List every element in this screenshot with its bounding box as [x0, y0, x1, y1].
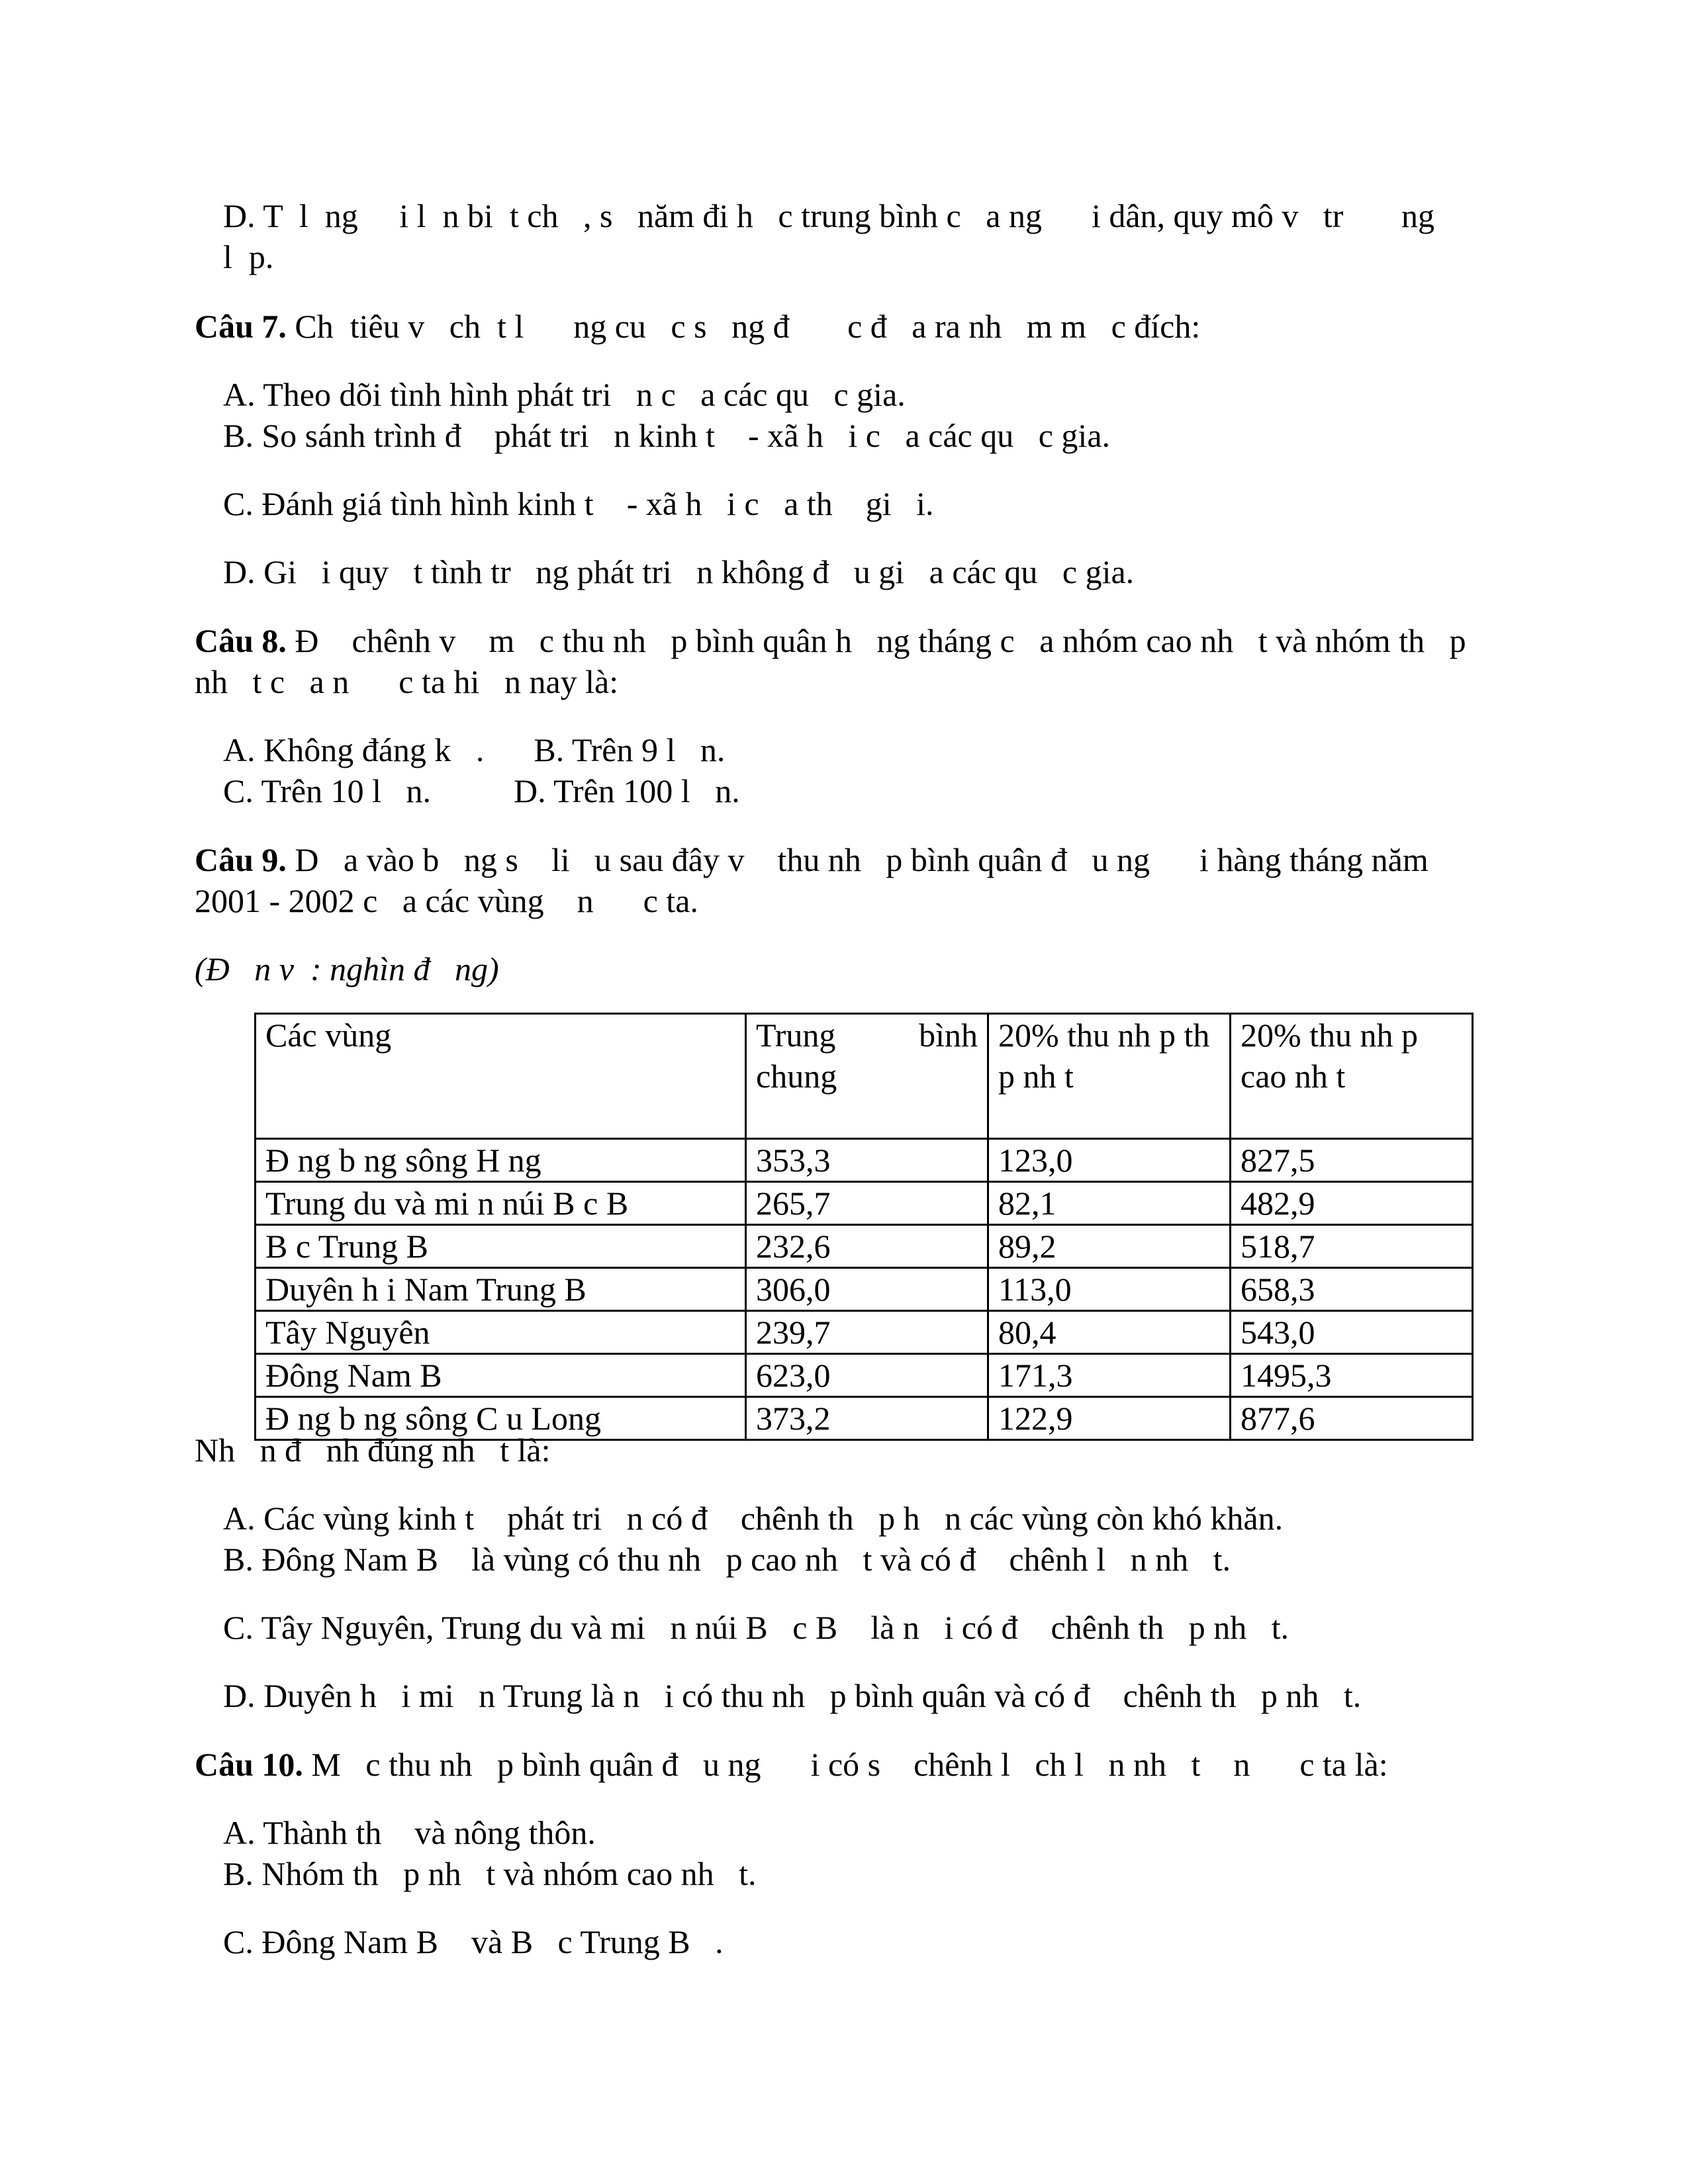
cell-highest: 518,7 — [1231, 1225, 1473, 1268]
cell-region: Tây Nguyên — [256, 1311, 746, 1354]
cell-lowest: 122,9 — [988, 1397, 1231, 1440]
table-row — [256, 1139, 1473, 1182]
q8-options-row2: C. Trên 10 l n. D. Trên 100 l n. — [223, 772, 740, 809]
cell-average: 373,2 — [746, 1397, 988, 1440]
question-8-line1 — [195, 620, 1466, 661]
question-7-text: Ch tiêu v ch t l ng cu c s ng đ c đ a ra nh m m c đích: — [286, 308, 1201, 345]
header-average — [746, 1014, 988, 1139]
q6-option-d-line1: D. T l ng i l n bi t ch , s năm đi h c trung bình c a ng i dân, quy mô v tr ng — [223, 197, 1434, 234]
cell-highest: 658,3 — [1231, 1268, 1473, 1311]
q7-option-b: B. So sánh trình đ phát tri n kinh t - xã h i c a các qu c gia. — [223, 417, 1111, 454]
table-row — [256, 1268, 1473, 1311]
cell-average: 623,0 — [746, 1354, 988, 1397]
cell-average: 239,7 — [746, 1311, 988, 1354]
question-9-text: D a vào b ng s li u sau đây v thu nh p bình quân đ u ng i hàng tháng năm — [286, 841, 1429, 878]
table-row — [256, 1182, 1473, 1225]
q10-option-b: B. Nhóm th p nh t và nhóm cao nh t. — [223, 1855, 757, 1892]
question-8-label: Câu 8. — [195, 622, 287, 659]
q9-conclusion: Nh n đ nh đúng nh t là: — [195, 1432, 551, 1469]
question-9-label: Câu 9. — [195, 841, 287, 878]
q7-option-d: D. Gi i quy t tình tr ng phát tri n không đ u gi a các qu c gia. — [223, 553, 1135, 590]
question-10-label: Câu 10. — [195, 1746, 303, 1783]
income-table — [254, 1013, 1474, 1441]
cell-region: Duyên h i Nam Trung B — [256, 1268, 746, 1311]
cell-lowest: 171,3 — [988, 1354, 1231, 1397]
cell-lowest: 80,4 — [988, 1311, 1231, 1354]
cell-highest: 827,5 — [1231, 1139, 1473, 1182]
cell-region: Trung du và mi n núi B c B — [256, 1182, 746, 1225]
cell-region: B c Trung B — [256, 1225, 746, 1268]
question-8-line2: nh t c a n c ta hi n nay là: — [195, 663, 619, 700]
header-average-text: Trung bình chung — [756, 1017, 978, 1095]
cell-highest: 543,0 — [1231, 1311, 1473, 1354]
cell-region: Đ ng b ng sông C u Long — [256, 1397, 746, 1440]
question-9-line2: 2001 - 2002 c a các vùng n c ta. — [195, 882, 698, 919]
q9-option-a: A. Các vùng kinh t phát tri n có đ chênh th p h n các vùng còn khó khăn. — [223, 1500, 1284, 1537]
q8-options-row1: A. Không đáng k . B. Trên 9 l n. — [223, 731, 726, 768]
cell-region: Đ ng b ng sông H ng — [256, 1139, 746, 1182]
question-7-label: Câu 7. — [195, 308, 287, 345]
question-9-line1 — [195, 839, 1429, 880]
cell-average: 232,6 — [746, 1225, 988, 1268]
table-header-row — [256, 1014, 1473, 1139]
header-region: Các vùng — [256, 1014, 746, 1139]
cell-highest: 1495,3 — [1231, 1354, 1473, 1397]
question-7 — [195, 306, 1200, 347]
cell-lowest: 89,2 — [988, 1225, 1231, 1268]
cell-lowest: 123,0 — [988, 1139, 1231, 1182]
cell-average: 265,7 — [746, 1182, 988, 1225]
q7-option-a: A. Theo dõi tình hình phát tri n c a các qu c gia. — [223, 376, 906, 413]
table-unit-note: (Đ n v : nghìn đ ng) — [195, 950, 499, 987]
cell-highest: 482,9 — [1231, 1182, 1473, 1225]
table-row — [256, 1311, 1473, 1354]
q9-option-b: B. Đông Nam B là vùng có thu nh p cao nh t và có đ chênh l n nh t. — [223, 1541, 1231, 1578]
cell-highest: 877,6 — [1231, 1397, 1473, 1440]
table-row — [256, 1354, 1473, 1397]
cell-average: 306,0 — [746, 1268, 988, 1311]
table-row — [256, 1225, 1473, 1268]
cell-average: 353,3 — [746, 1139, 988, 1182]
question-10 — [195, 1744, 1388, 1785]
cell-lowest: 82,1 — [988, 1182, 1231, 1225]
cell-region: Đông Nam B — [256, 1354, 746, 1397]
header-highest-20: 20% thu nh p cao nh t — [1231, 1014, 1473, 1139]
q7-option-c: C. Đánh giá tình hình kinh t - xã h i c a th gi i. — [223, 485, 934, 522]
q9-option-d: D. Duyên h i mi n Trung là n i có thu nh p bình quân và có đ chênh th p nh t. — [223, 1677, 1362, 1714]
cell-lowest: 113,0 — [988, 1268, 1231, 1311]
q10-option-c: C. Đông Nam B và B c Trung B . — [223, 1923, 724, 1960]
question-10-text: M c thu nh p bình quân đ u ng i có s chênh l ch l n nh t n c ta là: — [303, 1746, 1388, 1783]
header-lowest-20: 20% thu nh p th p nh t — [988, 1014, 1231, 1139]
q6-option-d-line2: l p. — [223, 238, 274, 275]
q10-option-a: A. Thành th và nông thôn. — [223, 1814, 596, 1851]
q9-option-c: C. Tây Nguyên, Trung du và mi n núi B c B là n i có đ chênh th p nh t. — [223, 1609, 1289, 1646]
question-8-text: Đ chênh v m c thu nh p bình quân h ng tháng c a nhóm cao nh t và nhóm th p — [286, 622, 1466, 659]
